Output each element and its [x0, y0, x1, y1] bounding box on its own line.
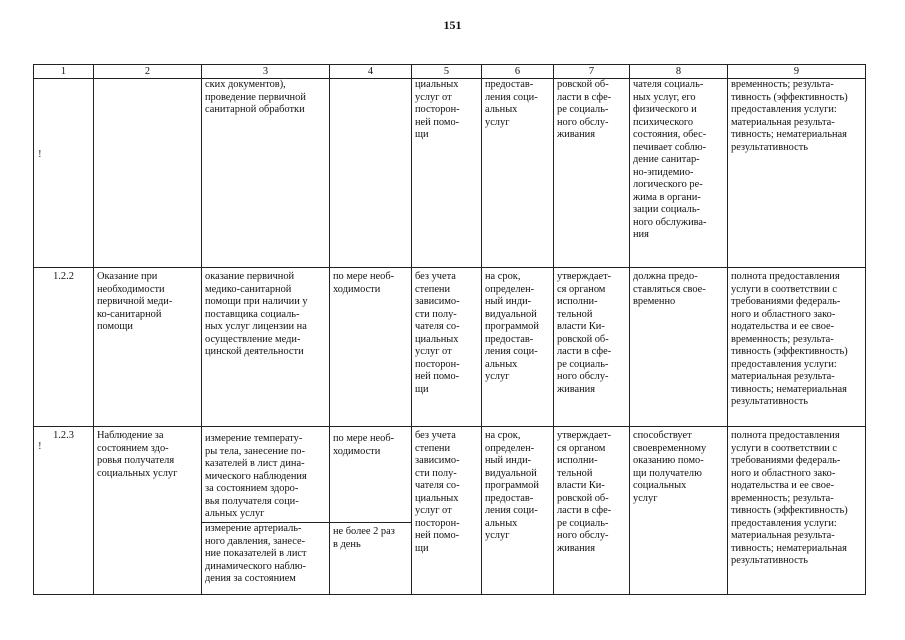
service-frequency	[330, 79, 412, 268]
services-table	[33, 64, 866, 595]
service-frequency: не более 2 раз в день	[333, 526, 395, 550]
service-condition: циальных услуг от посторон- ней помо- щи	[412, 79, 482, 268]
service-approval: утверждает- ся органом исполни- тельной власти Ки- ровской об- ласти в сфе- ре социаль- ного обслу- живания	[554, 268, 630, 427]
service-approval: утверждает- ся органом исполни- тельной власти Ки- ровской об- ласти в сфе- ре социаль- ного обслу- живания	[554, 427, 630, 595]
service-evaluation: полнота предоставления услуги в соответствии с требованиями федераль- ного и областного зако- нодательства и ее свое- временность; результа- тивность (эффективность) предоставления услуги: материальная результа- тивность; нематериальная результативность	[728, 268, 866, 427]
service-description-split	[202, 427, 330, 595]
service-condition: без учета степени зависимо- сти полу- чателя со- циальных услуг от посторон- ней помо- щи	[412, 427, 482, 595]
service-term: на срок, определен- ный инди- видуальной программой предостав- ления соци- альных услуг	[482, 427, 554, 595]
service-description: измерение температу- ры тела, занесение по- казателей в лист дина- мического наблюдения за состоянием здоро- вья получателя соци- альных услуг	[202, 430, 329, 523]
header-row	[34, 65, 866, 79]
margin-mark: !	[38, 148, 42, 160]
page-number: 151	[443, 18, 462, 32]
service-requirements: должна предо- ставляться свое- временно	[630, 268, 728, 427]
row-number	[34, 79, 94, 268]
table-row	[34, 268, 866, 427]
service-description: ских документов), проведение первичной санитарной обработки	[202, 79, 330, 268]
service-frequency: по мере необ- ходимости	[330, 430, 411, 523]
column-header: 9	[728, 65, 866, 79]
service-evaluation: временность; результа- тивность (эффективность) предоставления услуги: материальная результа- тивность; нематериальная результативность	[728, 79, 866, 268]
row-number: 1.2.2	[34, 268, 94, 427]
service-frequency-split	[330, 427, 412, 595]
service-description: измерение артериаль- ного давления, занесе- ние показателей в лист динамического наблю- дения за состоянием	[205, 523, 307, 584]
column-header: 6	[482, 65, 554, 79]
service-requirements: чателя социаль- ных услуг, его физического и психического состояния, обес- печивает соблю- дение санитар- но-эпидемио- логического ре- жима в органи- зации социаль- ного обслужива- ния	[630, 79, 728, 268]
column-header: 2	[94, 65, 202, 79]
service-frequency: по мере необ- ходимости	[330, 268, 412, 427]
table-row	[34, 79, 866, 268]
service-term: предостав- ления соци- альных услуг	[482, 79, 554, 268]
service-description: оказание первичной медико-санитарной помощи при наличии у поставщика социаль- ных услуг лицензии на осуществление меди- цинской деятельности	[202, 268, 330, 427]
service-term: на срок, определен- ный инди- видуальной программой предостав- ления соци- альных услуг	[482, 268, 554, 427]
column-header: 5	[412, 65, 482, 79]
row-number: 1.2.3	[34, 427, 94, 595]
service-evaluation: полнота предоставления услуги в соответствии с требованиями федераль- ного и областного зако- нодательства и ее свое- временность; результа- тивность (эффективность) предоставления услуги: материальная результа- тивность; нематериальная результативность	[728, 427, 866, 595]
service-requirements: способствует своевременному оказанию помо- щи получателю социальных услуг	[630, 427, 728, 595]
service-name: Наблюдение за состоянием здо- ровья получателя социальных услуг	[94, 427, 202, 595]
column-header: 3	[202, 65, 330, 79]
margin-mark: !	[38, 440, 42, 452]
column-header: 8	[630, 65, 728, 79]
service-name	[94, 79, 202, 268]
column-header: 1	[34, 65, 94, 79]
table-row	[34, 427, 866, 595]
service-condition: без учета степени зависимо- сти полу- чателя со- циальных услуг от посторон- ней помо- щи	[412, 268, 482, 427]
column-header: 4	[330, 65, 412, 79]
service-name: Оказание при необходимости первичной меди- ко-санитарной помощи	[94, 268, 202, 427]
column-header: 7	[554, 65, 630, 79]
service-approval: ровской об- ласти в сфе- ре социаль- ного обслу- живания	[554, 79, 630, 268]
